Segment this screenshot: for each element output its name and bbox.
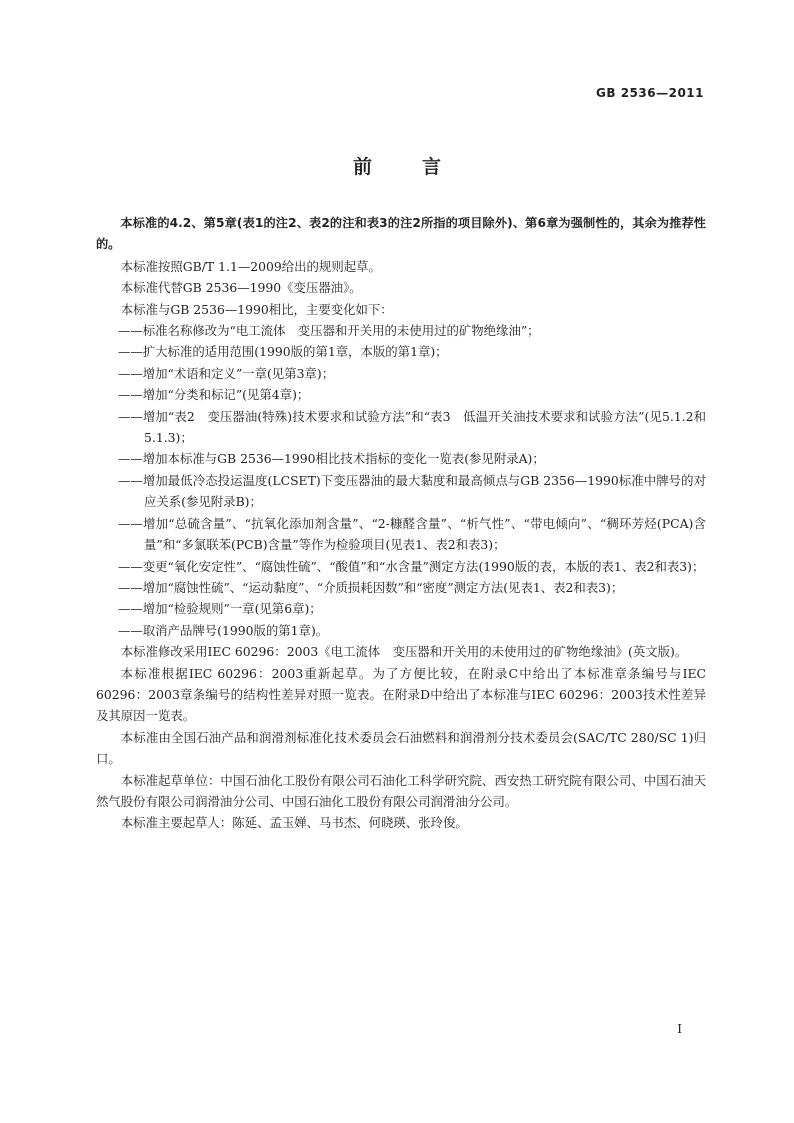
foreword-body	[96, 213, 706, 834]
mandatory-clause-paragraph: 本标准的4.2、第5章(表1的注2、表2的注和表3的注2所指的项目除外)、第6章为强制性的，其余为推荐性的。	[96, 216, 706, 252]
page-title: 前言	[352, 156, 491, 178]
change-item: ——标准名称修改为“电工流体 变压器和开关用的未使用过的矿物绝缘油”；	[118, 323, 540, 339]
drafting-rule-paragraph: 本标准按照GB/T 1.1—2009给出的规则起草。	[120, 258, 381, 274]
change-item: ——增加“总硫含量”、“抗氧化添加剂含量”、“2-糠醛含量”、“析气性”、“带电倾向”、“稠环芳烃(PCA)含量”和“多氯联苯(PCB)含量”等作为检验项目(见表1、表2和表3)；	[118, 515, 706, 553]
change-item: ——增加“分类和标记”(见第4章)；	[118, 387, 310, 403]
change-item: ——扩大标准的适用范围(1990版的第1章，本版的第1章)；	[118, 344, 448, 360]
change-item: ——取消产品牌号(1990版的第1章)。	[118, 622, 329, 638]
page-number: I	[677, 1022, 682, 1036]
redrafting-paragraph: 本标准根据IEC 60296：2003重新起草。为了方便比较，在附录C中给出了本标准章条编号与IEC 60296：2003章条编号的结构性差异对照一览表。在附录D中给出了本标准与IEC 60296：2003技术性差异及其原因一览表。	[96, 665, 706, 724]
changes-intro-paragraph: 本标准与GB 2536—1990相比，主要变化如下：	[120, 301, 393, 317]
committee-paragraph: 本标准由全国石油产品和润滑剂标准化技术委员会石油燃料和润滑剂分技术委员会(SAC/TC 280/SC 1)归口。	[96, 729, 706, 767]
change-item: ——变更“氧化安定性”、“腐蚀性硫”、“酸值”和“水含量”测定方法(1990版的表，本版的表1、表2和表3)；	[118, 558, 705, 574]
standard-code: GB 2536—2011	[596, 86, 704, 100]
adoption-paragraph: 本标准修改采用IEC 60296：2003《电工流体 变压器和开关用的未使用过的矿物绝缘油》(英文版)。	[120, 644, 688, 660]
drafting-units-paragraph: 本标准起草单位：中国石油化工股份有限公司石油化工科学研究院、西安热工研究院有限公司、中国石油天然气股份有限公司润滑油分公司、中国石油化工股份有限公司润滑油分公司。	[96, 772, 706, 809]
change-item: ——增加“表2 变压器油(特殊)技术要求和试验方法”和“表3 低温开关油技术要求和试验方法”(见5.1.2和5.1.3)；	[118, 408, 706, 446]
change-item: ——增加最低冷态投运温度(LCSET)下变压器油的最大黏度和最高倾点与GB 2356—1990标准中牌号的对应关系(参见附录B)；	[118, 472, 706, 510]
replaces-paragraph: 本标准代替GB 2536—1990《变压器油》。	[120, 280, 362, 296]
change-item: ——增加“术语和定义”一章(见第3章)；	[118, 365, 335, 381]
change-item: ——增加“检验规则”一章(见第6章)；	[118, 601, 322, 617]
drafters-paragraph: 本标准主要起草人：陈延、孟玉婵、马书杰、何晓瑛、张玲俊。	[120, 815, 468, 831]
change-item: ——增加本标准与GB 2536—1990相比技术指标的变化一览表(参见附录A)；	[118, 451, 545, 467]
change-item: ——增加“腐蚀性硫”、“运动黏度”、“介质损耗因数”和“密度”测定方法(见表1、表2和表3)；	[118, 579, 624, 595]
